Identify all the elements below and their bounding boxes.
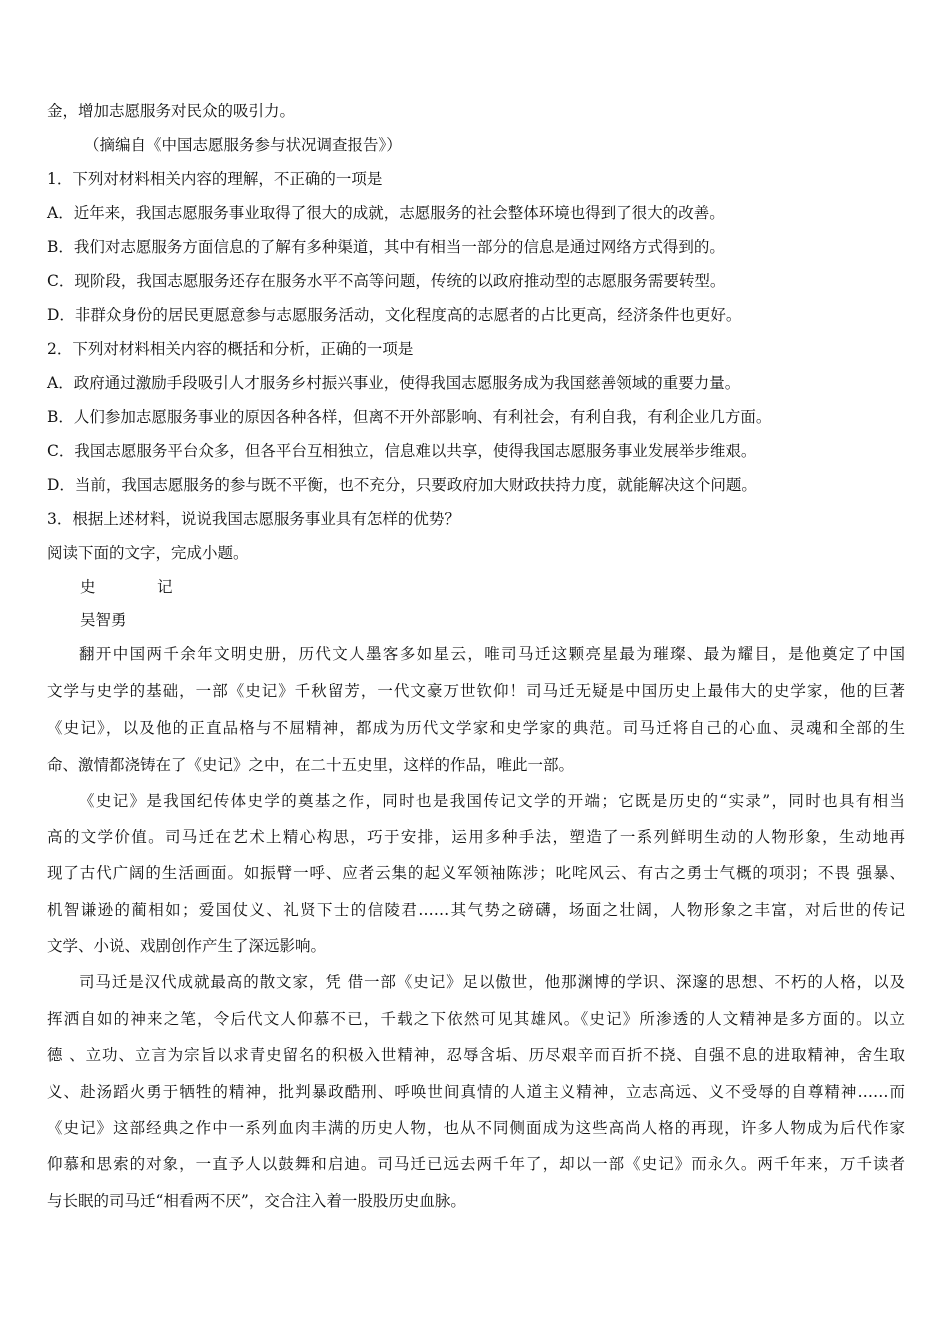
paragraph-2-line-5: 文学、小说、戏剧创作产生了深远影响。 [47,937,327,955]
question-2-option-a: A．政府通过激励手段吸引人才服务乡村振兴事业，使得我国志愿服务成为我国慈善领域的重要力量。 [47,374,741,392]
paragraph-3-line-2: 挥洒自如的神来之笔，令后代文人仰慕不已，千载之下依然可见其雄风。《史记》所渗透的人文精神是多方面的。以立 [47,1010,905,1028]
paragraph-1-line-4: 命、激情都浇铸在了《史记》之中，在二十五史里，这样的作品，唯此一部。 [47,756,575,774]
paragraph-3-line-6: 仰慕和思索的对象，一直予人以鼓舞和启迪。司马迁已远去两千年了，却以一部《史记》而永久。两千年来，万千读者 [47,1155,905,1173]
paragraph-2-line-4: 机智谦逊的蔺相如；爱国仗义、礼贤下士的信陵君……其气势之磅礴，场面之壮阔，人物形象之丰富，对后世的传记 [47,901,905,919]
question-1-option-a: A．近年来，我国志愿服务事业取得了很大的成就，志愿服务的社会整体环境也得到了很大的改善。 [47,204,725,222]
intro-tail: 金，增加志愿服务对民众的吸引力。 [47,102,296,120]
article-title-part2: 记 [157,578,173,596]
question-1-stem: 1．下列对材料相关内容的理解，不正确的一项是 [47,170,383,188]
article-author: 吴智勇 [80,611,127,629]
question-1-option-b: B．我们对志愿服务方面信息的了解有多种渠道，其中有相当一部分的信息是通过网络方式得到的。 [47,238,725,256]
paragraph-3-line-1: 司马迁是汉代成就最高的散文家，凭 借一部《史记》足以傲世，他那渊博的学识、深邃的思想、不朽的人格，以及 [79,973,905,991]
paragraph-1-line-3: 《史记》，以及他的正直品格与不屈精神，都成为历代文学家和史学家的典范。司马迁将自己的心血、灵魂和全部的生 [47,719,905,737]
paragraph-3-line-7: 与长眠的司马迁“相看两不厌”，交合注入着一股股历史血脉。 [47,1192,466,1210]
source-note: （摘编自《中国志愿服务参与状况调查报告》） [84,136,402,154]
paragraph-1-line-1: 翻开中国两千余年文明史册，历代文人墨客多如星云，唯司马迁这颗亮星最为璀璨、最为耀目，是他奠定了中国 [79,645,905,663]
question-1-option-d: D．非群众身份的居民更愿意参与志愿服务活动，文化程度高的志愿者的占比更高，经济条件也更好。 [47,306,742,324]
reading-instruction: 阅读下面的文字，完成小题。 [47,544,249,562]
paragraph-2-line-3: 现了古代广阔的生活画面。如振臂一呼、应者云集的起义军领袖陈涉；叱咤风云、有古之勇士气概的项羽；不畏 强暴、 [47,864,905,882]
paragraph-3-line-5: 《史记》这部经典之作中一系列血肉丰满的历史人物，也从不同侧面成为这些高尚人格的再现，许多人物成为后代作家 [47,1119,905,1137]
question-3-stem: 3．根据上述材料，说说我国志愿服务事业具有怎样的优势？ [47,510,460,528]
question-2-stem: 2．下列对材料相关内容的概括和分析，正确的一项是 [47,340,414,358]
question-1-option-c: C．现阶段，我国志愿服务还存在服务水平不高等问题，传统的以政府推动型的志愿服务需要转型。 [47,272,726,290]
paragraph-1-line-2: 文学与史学的基础，一部《史记》千秋留芳，一代文豪万世钦仰！司马迁无疑是中国历史上最伟大的史学家，他的巨著 [47,682,905,700]
paragraph-2-line-1: 《史记》是我国纪传体史学的奠基之作，同时也是我国传记文学的开端；它既是历史的“实录”，同时也具有相当 [79,792,905,810]
document-page [47,0,905,1344]
paragraph-3-line-4: 义、赴汤蹈火勇于牺牲的精神，批判暴政酷刑、呼唤世间真情的人道主义精神，立志高远、义不受辱的自尊精神……而 [47,1083,905,1101]
question-2-option-d: D．当前，我国志愿服务的参与既不平衡，也不充分，只要政府加大财政扶持力度，就能解决这个问题。 [47,476,757,494]
question-2-option-b: B．人们参加志愿服务事业的原因各种各样，但离不开外部影响、有利社会，有利自我，有利企业几方面。 [47,408,772,426]
article-title-part1: 史 [80,578,96,596]
paragraph-3-line-3: 德 、立功、立言为宗旨以求青史留名的积极入世精神，忍辱含垢、历尽艰辛而百折不挠、自强不息的进取精神，舍生取 [47,1046,905,1064]
paragraph-2-line-2: 高的文学价值。司马迁在艺术上精心构思，巧于安排，运用多种手法，塑造了一系列鲜明生动的人物形象，生动地再 [47,828,905,846]
question-2-option-c: C．我国志愿服务平台众多，但各平台互相独立，信息难以共享，使得我国志愿服务事业发展举步维艰。 [47,442,757,460]
